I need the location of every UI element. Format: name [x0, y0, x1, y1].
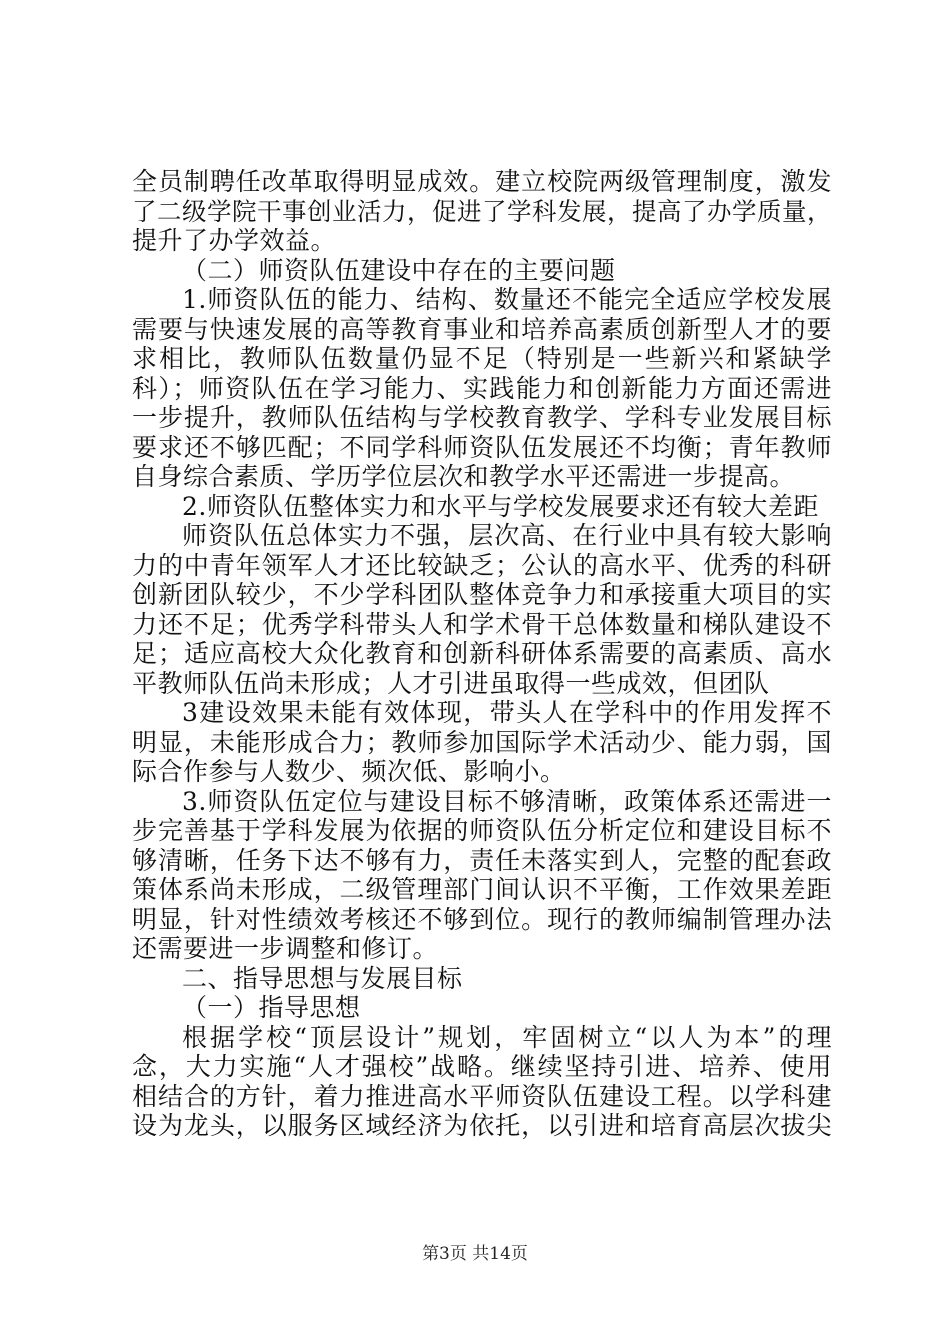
text-line: 要求还不够匹配；不同学科师资队伍发展还不均衡；青年教师: [132, 432, 832, 462]
text-line: 力还不足；优秀学科带头人和学术骨干总体数量和梯队建设不: [132, 609, 832, 639]
text-line: 策体系尚未形成，二级管理部门间认识不平衡，工作效果差距: [132, 875, 832, 904]
text-line: 2.师资队伍整体实力和水平与学校发展要求还有较大差距: [182, 491, 819, 521]
text-line: 创新团队较少，不少学科团队整体竞争力和承接重大项目的实: [132, 580, 832, 609]
text-line: 一步提升，教师队伍结构与学校教育教学、学科专业发展目标: [132, 403, 832, 432]
text-line: 相结合的方针，着力推进高水平师资队伍建设工程。以学科建: [132, 1081, 832, 1111]
text-line: 平教师队伍尚未形成；人才引进虽取得一些成效，但团队: [132, 668, 770, 698]
text-line: 师资队伍总体实力不强，层次高、在行业中具有较大影响: [182, 521, 832, 550]
text-line: 了二级学院干事创业活力，促进了学科发展，提高了办学质量，: [132, 196, 832, 226]
text-line: 求相比，教师队伍数量仍显不足（特别是一些新兴和紧缺学: [132, 344, 832, 373]
text-line: 明显，针对性绩效考核还不够到位。现行的教师编制管理办法: [132, 904, 832, 934]
text-line: 二、指导思想与发展目标: [182, 963, 463, 993]
text-line: 科）；师资队伍在学习能力、实践能力和创新能力方面还需进: [132, 373, 832, 403]
text-line: （二）师资队伍建设中存在的主要问题: [182, 255, 616, 285]
text-line: 设为龙头，以服务区域经济为依托，以引进和培育高层次拔尖: [132, 1111, 832, 1140]
text-line: 3.师资队伍定位与建设目标不够清晰，政策体系还需进一: [182, 786, 832, 816]
text-line: 明显，未能形成合力；教师参加国际学术活动少、能力弱，国: [132, 727, 832, 757]
text-line: 需要与快速发展的高等教育事业和培养高素质创新型人才的要: [132, 314, 832, 344]
text-line: 1.师资队伍的能力、结构、数量还不能完全适应学校发展: [182, 285, 832, 314]
page-footer: 第3页 共14页: [422, 1244, 528, 1264]
text-line: 际合作参与人数少、频次低、影响小。: [132, 757, 566, 786]
text-line: 自身综合素质、学历学位层次和教学水平还需进一步提高。: [132, 462, 796, 491]
document-body: [132, 167, 832, 1141]
text-line: 足；适应高校大众化教育和创新科研体系需要的高素质、高水: [132, 639, 832, 668]
text-line: 提升了办学效益。: [132, 226, 337, 255]
text-line: 还需要进一步调整和修订。: [132, 934, 439, 963]
text-line: 全员制聘任改革取得明显成效。建立校院两级管理制度，激发: [132, 167, 832, 196]
text-line: 根据学校“顶层设计”规划，牢固树立“以人为本”的理: [182, 1022, 832, 1052]
text-line: 力的中青年领军人才还比较缺乏；公认的高水平、优秀的科研: [132, 550, 832, 580]
text-line: 念，大力实施“人才强校”战略。继续坚持引进、培养、使用: [132, 1052, 832, 1081]
text-line: （一）指导思想: [182, 993, 361, 1022]
text-line: 3建设效果未能有效体现，带头人在学科中的作用发挥不: [182, 698, 832, 727]
text-line: 够清晰，任务下达不够有力，责任未落实到人，完整的配套政: [132, 845, 832, 875]
text-line: 步完善基于学科发展为依据的师资队伍分析定位和建设目标不: [132, 816, 832, 845]
